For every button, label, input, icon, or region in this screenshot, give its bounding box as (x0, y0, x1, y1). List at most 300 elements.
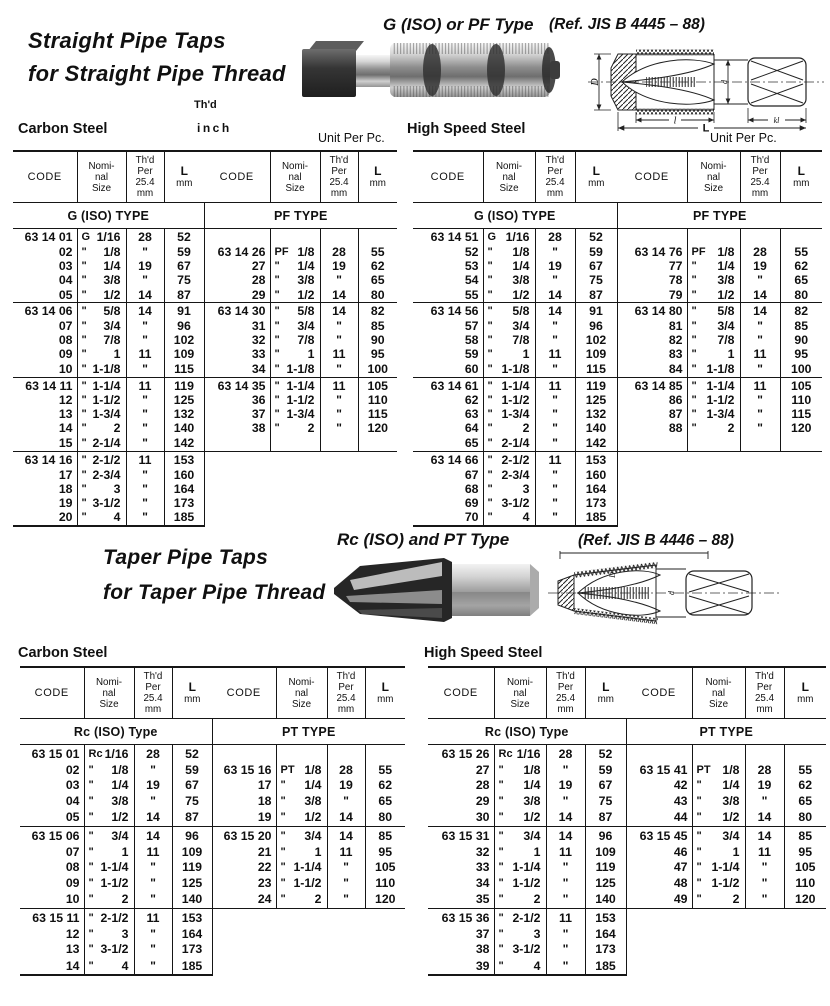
code-cell: 63 14 11 (13, 377, 77, 393)
empty-cell (204, 510, 270, 526)
code-cell: 63 14 26 (204, 245, 270, 259)
unit-per-pc-left: Unit Per Pc. (318, 131, 385, 145)
table-row (13, 510, 397, 526)
thd-cell: 11 (327, 845, 365, 860)
code-cell: 21 (212, 845, 276, 860)
thd-cell (320, 229, 358, 245)
code-cell: 05 (20, 808, 84, 826)
length-cell: 185 (585, 957, 626, 975)
code-cell: 37 (204, 407, 270, 421)
size-cell: PT 1/8 (276, 763, 327, 778)
size-cell (687, 435, 740, 451)
dim-label-d: d (720, 80, 729, 84)
size-cell: " 1-1/4 (483, 377, 535, 393)
empty-cell (626, 942, 692, 957)
length-cell: 80 (378, 810, 393, 825)
size-cell: " 3/8 (483, 273, 535, 287)
length-cell: 153 (585, 908, 626, 926)
size-cell: " 5/8 (270, 303, 320, 319)
empty-cell (320, 482, 358, 496)
type-band-left: Rc (ISO) Type (428, 719, 626, 745)
straight-tap-diagram (588, 34, 826, 132)
thd-cell: " (126, 407, 164, 421)
length-cell: 62 (378, 778, 393, 793)
length-cell: 80 (798, 810, 813, 825)
type-band-row (428, 719, 826, 745)
length-cell: 119 (172, 860, 212, 875)
size-cell: " 1/4 (77, 259, 126, 273)
size-cell: " 1-3/4 (77, 407, 126, 421)
empty-cell (617, 452, 687, 468)
thd-cell: 14 (546, 826, 585, 844)
size-cell: " 2 (77, 421, 126, 435)
size-cell: " 2-1/2 (483, 452, 535, 468)
length-cell: 62 (370, 258, 385, 273)
length-cell (358, 435, 397, 451)
table-row (13, 435, 397, 451)
thd-cell: 19 (320, 259, 358, 273)
code-cell: 38 (428, 942, 494, 957)
empty-cell (617, 510, 687, 526)
length-cell (780, 229, 822, 245)
thd-cell: 19 (327, 778, 365, 793)
thd-cell: " (134, 875, 172, 890)
code-cell: 64 (413, 421, 483, 435)
header-row (13, 151, 397, 203)
length-cell: 119 (585, 860, 626, 875)
length-cell: 185 (172, 957, 212, 975)
column-header: Th'd Per 25.4 mm (327, 667, 365, 719)
code-cell: 63 15 45 (626, 826, 692, 844)
taper-title-line1: Taper Pipe Taps (103, 546, 269, 569)
size-cell: " 2-1/2 (494, 908, 546, 926)
size-cell: " 1-1/4 (494, 860, 546, 875)
size-cell: " 3 (77, 482, 126, 496)
empty-cell (358, 496, 397, 510)
thd-cell: 14 (535, 303, 575, 319)
empty-cell (358, 482, 397, 496)
thd-cell: 14 (126, 287, 164, 303)
empty-cell (212, 942, 276, 957)
thd-cell: 11 (740, 347, 780, 361)
thd-cell: " (546, 875, 585, 890)
thd-cell: 11 (320, 347, 358, 361)
code-cell: 15 (13, 435, 77, 451)
empty-cell (626, 927, 692, 942)
size-cell: " 2-3/4 (483, 468, 535, 482)
size-cell: " 1/8 (483, 245, 535, 259)
length-cell: 115 (367, 407, 388, 422)
table-row (13, 452, 397, 468)
thd-cell: 14 (320, 287, 358, 303)
length-cell: 185 (575, 510, 617, 526)
straight-type-heading: G (ISO) or PF Type (383, 15, 534, 34)
code-cell: 38 (204, 421, 270, 435)
size-cell: " 3 (483, 482, 535, 496)
thd-cell: " (134, 763, 172, 778)
thd-cell: " (126, 333, 164, 347)
thd-cell: " (535, 468, 575, 482)
table-row (13, 303, 397, 319)
size-cell: " 1-1/4 (276, 860, 327, 875)
code-cell: 31 (204, 319, 270, 333)
size-cell: " 3/8 (687, 273, 740, 287)
empty-cell (617, 496, 687, 510)
code-cell: 86 (617, 393, 687, 407)
table-row (428, 908, 826, 926)
empty-cell (327, 957, 365, 975)
code-cell: 09 (20, 875, 84, 890)
length-cell: 52 (164, 229, 204, 245)
thd-cell: 11 (134, 845, 172, 860)
size-cell: " 1/2 (692, 808, 745, 826)
code-cell: 09 (13, 347, 77, 361)
code-cell: 39 (428, 957, 494, 975)
column-header: Th'd Per 25.4 mm (134, 667, 172, 719)
size-cell: " 5/8 (483, 303, 535, 319)
length-cell: 91 (575, 303, 617, 319)
thd-cell: 19 (535, 259, 575, 273)
taper-tap-photo (330, 552, 545, 627)
size-cell: " 1-3/4 (483, 407, 535, 421)
size-cell: " 1-1/2 (483, 393, 535, 407)
column-header: Th'd Per 25.4 mm (126, 151, 164, 203)
code-cell: 02 (20, 763, 84, 778)
length-cell: 52 (575, 229, 617, 245)
length-cell: 59 (164, 245, 204, 259)
code-cell: 35 (428, 890, 494, 908)
table-row (428, 826, 826, 844)
table-row (413, 303, 822, 319)
code-cell (212, 745, 276, 763)
thd-cell: " (546, 927, 585, 942)
length-cell: 109 (164, 347, 204, 361)
code-cell: 37 (428, 927, 494, 942)
length-cell: 75 (585, 793, 626, 808)
code-cell: 29 (204, 287, 270, 303)
length-cell: 120 (794, 892, 816, 907)
code-cell: 58 (413, 333, 483, 347)
size-cell (687, 229, 740, 245)
taper-carbon-label: Carbon Steel (18, 645, 108, 661)
empty-cell (617, 468, 687, 482)
code-cell: 63 14 51 (413, 229, 483, 245)
thd-cell: " (126, 245, 164, 259)
type-band-right: PT TYPE (212, 719, 405, 745)
code-cell (204, 229, 270, 245)
thd-cell: 28 (327, 763, 365, 778)
empty-cell (784, 927, 826, 942)
code-cell: 63 14 76 (617, 245, 687, 259)
size-cell: " 1/8 (77, 245, 126, 259)
code-cell: 63 15 06 (20, 826, 84, 844)
straight-hss-label: High Speed Steel (407, 121, 526, 137)
column-header: L mm (585, 667, 626, 719)
length-cell: 90 (370, 333, 385, 348)
empty-cell (320, 496, 358, 510)
size-cell: PT 1/8 (692, 763, 745, 778)
size-cell: " 1/4 (483, 259, 535, 273)
length-cell: 173 (164, 496, 204, 510)
straight-ref-text: (Ref. JIS B 4445 – 88) (549, 16, 705, 33)
length-cell: 75 (164, 273, 204, 287)
length-cell: 62 (794, 258, 809, 273)
dim-label-d2: d (667, 591, 676, 595)
code-cell: 07 (20, 845, 84, 860)
code-cell (204, 435, 270, 451)
size-cell: " 1/2 (84, 808, 134, 826)
thd-cell (327, 745, 365, 763)
column-header: Nomi- nal Size (483, 151, 535, 203)
thd-cell: " (320, 319, 358, 333)
empty-cell (358, 468, 397, 482)
length-cell: 95 (378, 845, 393, 860)
table-row (413, 496, 822, 510)
table-row (13, 347, 397, 361)
table-row (20, 875, 405, 890)
length-cell: 142 (575, 435, 617, 451)
code-cell: 32 (204, 333, 270, 347)
size-cell: " 1/2 (276, 808, 327, 826)
thd-cell: " (546, 957, 585, 975)
thd-cell: " (320, 393, 358, 407)
code-cell: 63 15 20 (212, 826, 276, 844)
length-cell: 160 (164, 468, 204, 482)
length-cell: 140 (172, 890, 212, 908)
code-cell: 79 (617, 287, 687, 303)
empty-cell (358, 510, 397, 526)
thd-cell: " (740, 273, 780, 287)
code-cell: 33 (428, 860, 494, 875)
thd-cell: 11 (126, 347, 164, 361)
thd-cell: 11 (126, 452, 164, 468)
code-cell: 63 15 36 (428, 908, 494, 926)
length-cell: 109 (172, 845, 212, 860)
table-row (13, 496, 397, 510)
length-cell: 52 (172, 745, 212, 763)
empty-cell (320, 468, 358, 482)
code-cell: 23 (212, 875, 276, 890)
thd-cell: " (320, 421, 358, 435)
thd-cell: " (134, 942, 172, 957)
size-cell: " 4 (84, 957, 134, 975)
table-row (428, 875, 826, 890)
thd-cell: " (535, 510, 575, 526)
empty-cell (365, 942, 405, 957)
column-header: Th'd Per 25.4 mm (745, 667, 784, 719)
table-row (413, 510, 822, 526)
type-band-left: G (ISO) TYPE (13, 203, 204, 229)
code-cell: 17 (212, 778, 276, 793)
size-cell: " 2 (692, 890, 745, 908)
length-cell: 65 (798, 793, 813, 808)
length-cell: 95 (370, 347, 385, 362)
empty-cell (745, 908, 784, 926)
length-cell (358, 229, 397, 245)
length-cell: 67 (585, 778, 626, 793)
thd-cell: " (126, 468, 164, 482)
length-cell: 55 (370, 244, 385, 259)
thd-cell: 11 (535, 452, 575, 468)
thd-cell: 11 (745, 845, 784, 860)
size-cell: " 4 (483, 510, 535, 526)
size-cell: " 1-1/2 (276, 875, 327, 890)
length-cell: 96 (164, 319, 204, 333)
empty-cell (692, 957, 745, 975)
table-row (13, 421, 397, 435)
table-row (413, 361, 822, 377)
size-cell: " 1-1/4 (77, 377, 126, 393)
length-cell: 164 (164, 482, 204, 496)
table-row (428, 957, 826, 975)
length-cell: 120 (374, 892, 396, 907)
code-cell: 47 (626, 860, 692, 875)
empty-cell (780, 482, 822, 496)
size-cell: " 1/8 (494, 763, 546, 778)
empty-cell (365, 957, 405, 975)
empty-cell (626, 908, 692, 926)
thd-cell: 14 (327, 826, 365, 844)
table-row (13, 333, 397, 347)
length-cell: 59 (585, 763, 626, 778)
column-header: Nomi- nal Size (692, 667, 745, 719)
table-row (13, 287, 397, 303)
parts-price-table (20, 666, 405, 976)
thd-cell: 14 (535, 287, 575, 303)
code-cell: 02 (13, 245, 77, 259)
thd-cell: " (740, 361, 780, 377)
code-cell: 13 (13, 407, 77, 421)
thd-cell: " (535, 245, 575, 259)
length-cell: 173 (172, 942, 212, 957)
thd-cell: 11 (535, 347, 575, 361)
column-header: Nomi- nal Size (84, 667, 134, 719)
thd-cell: 28 (546, 745, 585, 763)
size-cell: PF 1/8 (687, 245, 740, 259)
column-header: CODE (413, 151, 483, 203)
size-cell: " 1-1/8 (687, 361, 740, 377)
size-cell: " 5/8 (687, 303, 740, 319)
size-cell: " 1 (276, 845, 327, 860)
length-cell: 82 (358, 303, 397, 319)
thd-cell: 19 (134, 778, 172, 793)
size-cell: " 1/4 (494, 778, 546, 793)
size-cell: " 2-1/2 (84, 908, 134, 926)
size-cell: " 3-1/2 (77, 496, 126, 510)
length-cell: 140 (585, 890, 626, 908)
dim-label-L: L (702, 122, 710, 132)
code-cell: 22 (212, 860, 276, 875)
dim-label-kl: kl (773, 116, 780, 125)
thd-cell: 14 (546, 808, 585, 826)
thd-cell: " (745, 875, 784, 890)
column-header: Th'd Per 25.4 mm (740, 151, 780, 203)
column-header: CODE (212, 667, 276, 719)
table-row (413, 273, 822, 287)
size-cell (270, 435, 320, 451)
type-band-row (20, 719, 405, 745)
length-cell: 115 (164, 361, 204, 377)
straight-tap-photo (300, 37, 562, 103)
length-cell: 185 (164, 510, 204, 526)
length-cell: 65 (378, 793, 393, 808)
thd-cell: " (126, 435, 164, 451)
length-cell: 142 (164, 435, 204, 451)
table-row (413, 421, 822, 435)
code-cell: 88 (617, 421, 687, 435)
size-cell: " 2 (270, 421, 320, 435)
code-cell: 27 (204, 259, 270, 273)
thd-cell (740, 435, 780, 451)
code-cell: 87 (617, 407, 687, 421)
thd-cell: " (134, 957, 172, 975)
code-cell: 34 (204, 361, 270, 377)
code-cell: 81 (617, 319, 687, 333)
size-cell: " 3/8 (270, 273, 320, 287)
thd-cell: 14 (134, 808, 172, 826)
header-row (428, 667, 826, 719)
thd-cell: 14 (745, 808, 784, 826)
length-cell: 95 (798, 845, 813, 860)
thd-cell: " (740, 393, 780, 407)
table-row (13, 482, 397, 496)
thd-cell: " (126, 361, 164, 377)
thd-cell: " (126, 421, 164, 435)
table-row (20, 808, 405, 826)
empty-cell (780, 510, 822, 526)
code-cell: 63 15 31 (428, 826, 494, 844)
code-cell: 10 (13, 361, 77, 377)
empty-cell (784, 957, 826, 975)
table-row (413, 347, 822, 361)
thd-cell: 14 (327, 808, 365, 826)
thd-cell: " (134, 890, 172, 908)
size-cell: " 3/4 (692, 826, 745, 844)
length-cell: 91 (164, 303, 204, 319)
code-cell: 48 (626, 875, 692, 890)
code-cell: 63 14 56 (413, 303, 483, 319)
size-cell: " 3/8 (692, 793, 745, 808)
size-cell: " 3 (84, 927, 134, 942)
code-cell: 12 (13, 393, 77, 407)
length-cell: 115 (791, 407, 812, 422)
size-cell: " 2 (494, 890, 546, 908)
column-header: Th'd Per 25.4 mm (546, 667, 585, 719)
empty-cell (276, 908, 327, 926)
empty-cell (687, 468, 740, 482)
code-cell: 63 14 01 (13, 229, 77, 245)
column-header: CODE (20, 667, 84, 719)
empty-cell (276, 927, 327, 942)
empty-cell (327, 908, 365, 926)
empty-cell (270, 496, 320, 510)
parts-price-table (428, 666, 826, 976)
table-row (20, 793, 405, 808)
empty-cell (365, 927, 405, 942)
size-cell: " 1/2 (270, 287, 320, 303)
length-cell: 153 (164, 452, 204, 468)
thd-cell: " (546, 860, 585, 875)
code-cell: 20 (13, 510, 77, 526)
code-cell: 54 (413, 273, 483, 287)
empty-cell (740, 482, 780, 496)
thd-cell: 11 (134, 908, 172, 926)
size-cell: " 1/4 (276, 778, 327, 793)
length-cell: 96 (585, 826, 626, 844)
size-cell: G 1/16 (77, 229, 126, 245)
length-cell: 85 (370, 319, 385, 334)
size-cell: " 2 (276, 890, 327, 908)
